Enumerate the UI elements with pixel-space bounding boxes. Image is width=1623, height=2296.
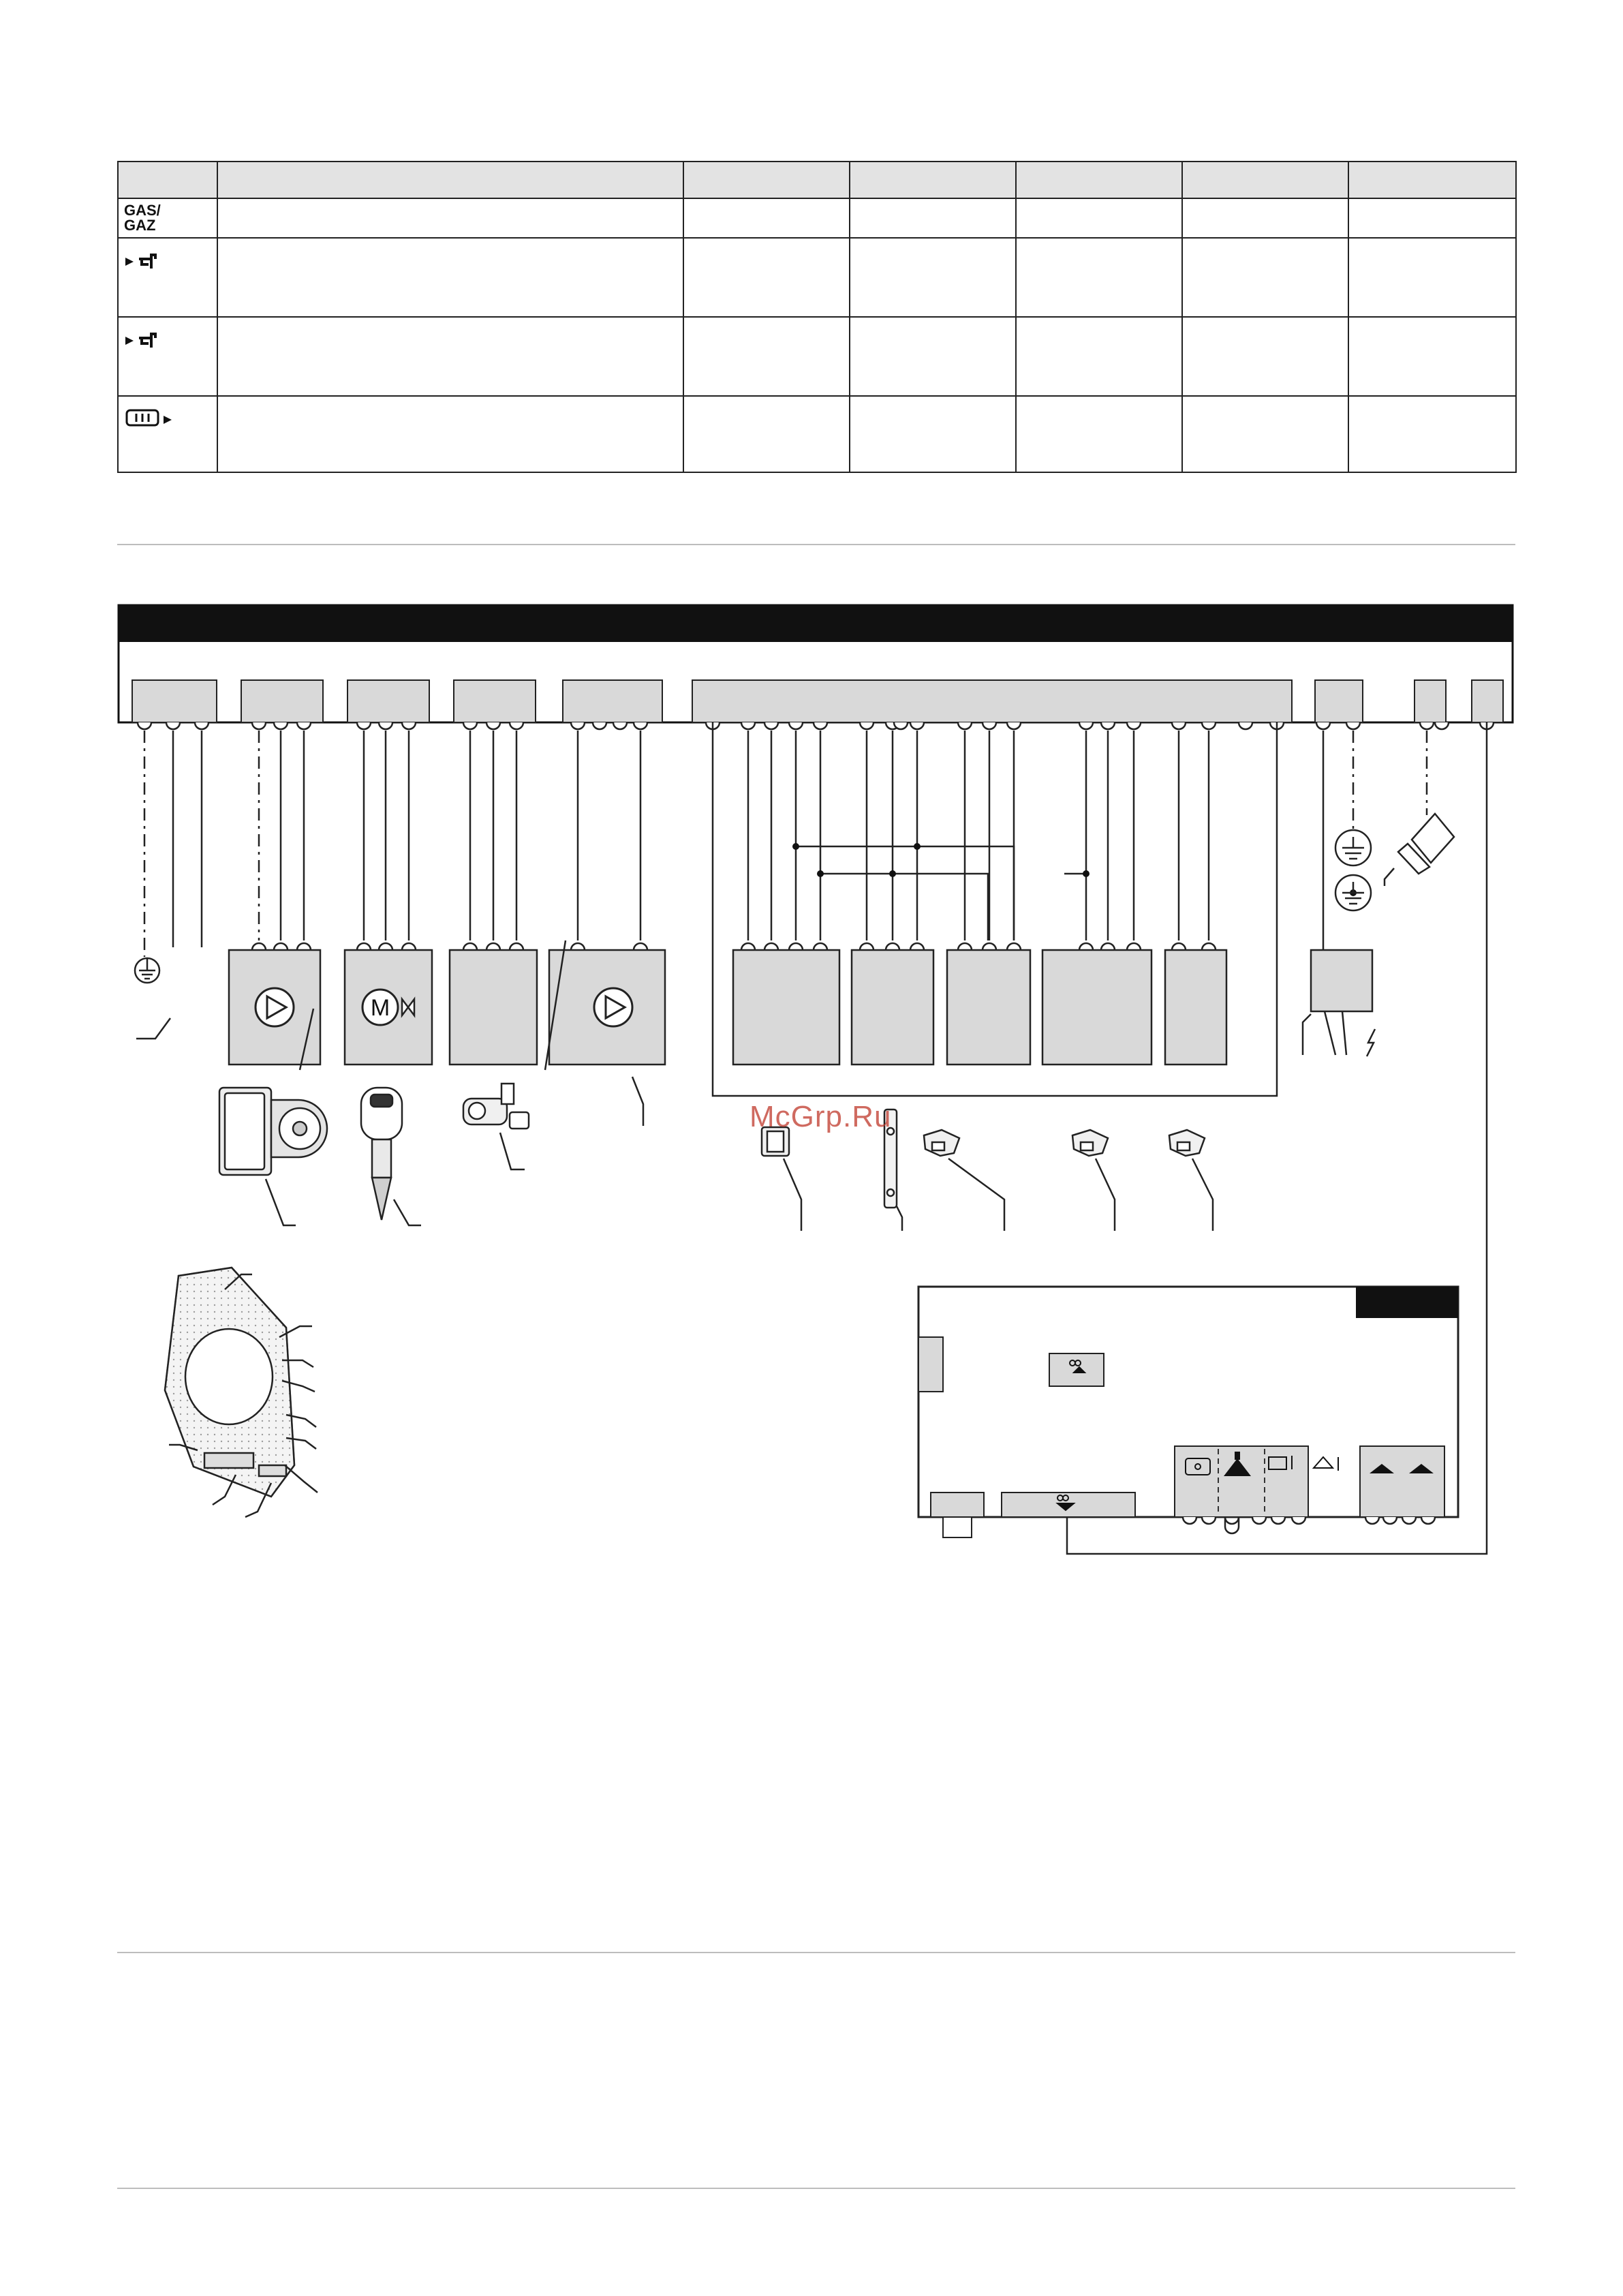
- svg-text:M: M: [370, 995, 390, 1021]
- box-terminal: [1101, 943, 1115, 950]
- main-board: [119, 605, 1513, 722]
- terminal: [195, 722, 208, 729]
- pump-icon: [256, 988, 294, 1026]
- terminal: [789, 722, 803, 729]
- component-boxes: [229, 950, 1372, 1065]
- terminal: [357, 722, 371, 729]
- box-terminal: [252, 943, 266, 950]
- sensor-illustration: [463, 1084, 529, 1169]
- ground-icon: [135, 958, 170, 1039]
- box-terminal: [814, 943, 827, 950]
- box-terminal: [958, 943, 972, 950]
- terminal: [910, 722, 924, 729]
- box-terminal: [571, 943, 585, 950]
- terminal: [1007, 722, 1021, 729]
- terminal: [613, 722, 627, 729]
- thermostat-terminal-block: [1175, 1446, 1308, 1517]
- terminal: [379, 722, 392, 729]
- box-terminal: [634, 943, 647, 950]
- pump-illustration: [219, 1088, 327, 1225]
- connector-block-1: [132, 680, 217, 722]
- box-terminal: [910, 943, 924, 950]
- terminal: [958, 722, 972, 729]
- box-terminal: [860, 943, 874, 950]
- terminal: [1202, 722, 1216, 729]
- sensor-box-e: [1165, 950, 1226, 1065]
- clip-sensor-illustration-1: [924, 1130, 1004, 1231]
- terminal: [463, 722, 477, 729]
- terminal: [252, 722, 266, 729]
- connector-block-6: [692, 680, 1292, 722]
- box-terminal: [297, 943, 311, 950]
- terminal: [402, 722, 416, 729]
- box-terminal: [1079, 943, 1093, 950]
- box-terminal: [357, 943, 371, 950]
- terminal: [1316, 722, 1330, 729]
- terminal: [983, 722, 996, 729]
- box-terminal: [1127, 943, 1141, 950]
- terminal: [764, 722, 778, 729]
- box-terminal: [789, 943, 803, 950]
- terminal: [1079, 722, 1093, 729]
- sensor-box-b: [852, 950, 933, 1065]
- terminal: [486, 722, 500, 729]
- terminal: [1101, 722, 1115, 729]
- terminal: [860, 722, 874, 729]
- watermark: McGrp.Ru: [749, 1100, 892, 1133]
- terminal: [1346, 722, 1360, 729]
- sensor-box-a: [733, 950, 839, 1065]
- lightning-icon: [1367, 1029, 1375, 1056]
- board-header-bar: [119, 605, 1513, 642]
- pcb-illustration: [165, 1268, 318, 1517]
- terminal: [1127, 722, 1141, 729]
- wire-group: [144, 731, 1427, 957]
- earth-icons: [1335, 830, 1371, 910]
- box-terminal: [402, 943, 416, 950]
- connector-block-5: [563, 680, 662, 722]
- terminal: [274, 722, 288, 729]
- box-terminal: [1007, 943, 1021, 950]
- box-terminal: [274, 943, 288, 950]
- terminal: [593, 722, 606, 729]
- terminal: [138, 722, 151, 729]
- pump-icon-2: [594, 988, 632, 1026]
- connector-block-3: [347, 680, 429, 722]
- output-terminal-block: [1360, 1446, 1444, 1517]
- box-terminal: [1172, 943, 1186, 950]
- box-terminal: [486, 943, 500, 950]
- valve-actuator-illustration: [361, 1088, 421, 1225]
- service-board-label-bar: [1356, 1287, 1458, 1318]
- gas-label: GAS/ GAZ: [124, 202, 161, 234]
- terminal: [166, 722, 180, 729]
- box-terminal: [886, 943, 899, 950]
- connector-block-2: [241, 680, 323, 722]
- box-terminal: [983, 943, 996, 950]
- terminal-group: [138, 722, 1494, 950]
- box-terminal: [379, 943, 392, 950]
- terminal: [1435, 722, 1449, 729]
- box-terminal: [764, 943, 778, 950]
- laptop-icon: [1385, 814, 1454, 886]
- junction-dots: [792, 843, 1357, 896]
- terminal: [1239, 722, 1252, 729]
- terminal: [510, 722, 523, 729]
- terminal: [894, 722, 908, 729]
- box-terminal: [741, 943, 755, 950]
- box-terminal: [510, 943, 523, 950]
- sensor-clip-illustration: [762, 1127, 801, 1231]
- terminal: [1420, 722, 1434, 729]
- terminal: [814, 722, 827, 729]
- connector-block-4: [454, 680, 536, 722]
- sensor-box: [450, 950, 537, 1065]
- connector-block-7: [1315, 680, 1363, 722]
- clip-sensor-illustration-2: [1072, 1130, 1115, 1231]
- clip-sensor-illustration-3: [1169, 1130, 1213, 1231]
- power-leads: [1303, 1011, 1375, 1056]
- sensor-box-d: [1042, 950, 1151, 1065]
- terminal: [634, 722, 647, 729]
- service-board: [918, 1287, 1458, 1537]
- terminal: [1172, 722, 1186, 729]
- sensor-box-c: [947, 950, 1030, 1065]
- connector-block-8: [1415, 680, 1446, 722]
- box-terminal: [463, 943, 477, 950]
- power-box: [1311, 950, 1372, 1011]
- terminal: [297, 722, 311, 729]
- terminal: [571, 722, 585, 729]
- terminal: [741, 722, 755, 729]
- box-terminal: [1202, 943, 1216, 950]
- connector-block-9: [1472, 680, 1503, 722]
